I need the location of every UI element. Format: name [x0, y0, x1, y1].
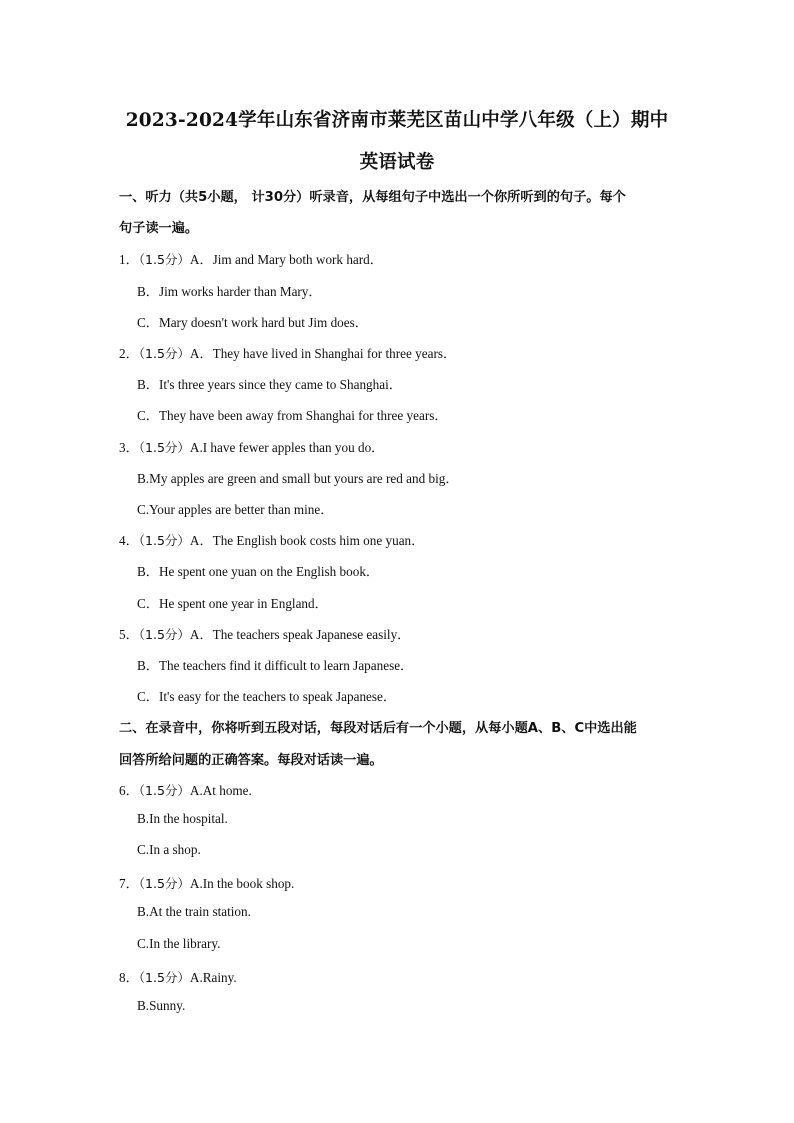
- question-number: 5．: [119, 627, 139, 642]
- option-a: A．Jim and Mary both work hard．: [189, 252, 383, 267]
- question-number: 8．: [119, 970, 139, 985]
- question-4-option-c: C．He spent one year in England．: [137, 596, 328, 611]
- question-1-option-c: C．Mary doesn't work hard but Jim does．: [137, 315, 368, 330]
- section-2-instruction-cont: 回答所给问题的正确答案。每段对话读一遍。: [119, 753, 383, 768]
- option-a: A.At home.: [189, 783, 252, 798]
- question-2: [119, 343, 456, 362]
- question-3: [119, 437, 384, 456]
- question-2-option-c: C．They have been away from Shanghai for three years．: [137, 408, 448, 423]
- question-score: （1.5分）: [138, 970, 190, 985]
- section-2-instruction: 二、在录音中，你将听到五段对话，每段对话后有一个小题，从每小题A、B、C中选出能: [119, 721, 637, 736]
- question-6: [119, 780, 252, 799]
- option-a: A．They have lived in Shanghai for three years．: [189, 346, 457, 361]
- question-8-option-b: B.Sunny.: [137, 998, 186, 1013]
- question-4: [119, 530, 424, 549]
- question-number: 7．: [119, 876, 139, 891]
- question-score: （1.5分）: [138, 783, 190, 798]
- option-a: A．The English book costs him one yuan．: [189, 533, 425, 548]
- question-3-option-b: B.My apples are green and small but yours are red and big．: [137, 471, 459, 486]
- question-8: [119, 967, 237, 986]
- section-1-instruction: 一、听力（共5小题， 计30分）听录音，从每组句子中选出一个你所听到的句子。每个: [119, 190, 626, 205]
- question-number: 1．: [119, 252, 139, 267]
- question-4-option-b: B．He spent one yuan on the English book．: [137, 564, 380, 579]
- question-score: （1.5分）: [138, 627, 190, 642]
- question-score: （1.5分）: [138, 252, 190, 267]
- question-5: [119, 624, 410, 643]
- question-score: （1.5分）: [138, 876, 190, 891]
- section-1-instruction-cont: 句子读一遍。: [119, 221, 199, 236]
- question-score: （1.5分）: [138, 346, 190, 361]
- question-number: 6．: [119, 783, 139, 798]
- option-a: A.In the book shop.: [189, 876, 295, 891]
- question-7-option-c: C.In the library.: [137, 936, 221, 951]
- question-3-option-c: C.Your apples are better than mine．: [137, 502, 334, 517]
- option-a: A.I have fewer apples than you do．: [189, 440, 385, 455]
- question-number: 3．: [119, 440, 139, 455]
- question-score: （1.5分）: [138, 440, 190, 455]
- question-1-option-b: B．Jim works harder than Mary．: [137, 284, 322, 299]
- question-7-option-b: B.At the train station.: [137, 904, 251, 919]
- question-number: 4．: [119, 533, 139, 548]
- option-a: A.Rainy.: [189, 970, 237, 985]
- question-1: [119, 249, 383, 268]
- question-number: 2．: [119, 346, 139, 361]
- exam-title-line2: 英语试卷: [359, 152, 435, 173]
- question-5-option-b: B．The teachers find it difficult to learn Japanese．: [137, 658, 414, 673]
- question-6-option-b: B.In the hospital.: [137, 811, 228, 826]
- option-a: A．The teachers speak Japanese easily．: [189, 627, 411, 642]
- question-2-option-b: B．It's three years since they came to Shanghai．: [137, 377, 402, 392]
- question-5-option-c: C．It's easy for the teachers to speak Japanese．: [137, 689, 397, 704]
- question-6-option-c: C.In a shop.: [137, 842, 201, 857]
- question-7: [119, 873, 294, 892]
- question-score: （1.5分）: [138, 533, 190, 548]
- exam-title-line1: 2023-2024学年山东省济南市莱芜区苗山中学八年级（上）期中: [125, 110, 669, 131]
